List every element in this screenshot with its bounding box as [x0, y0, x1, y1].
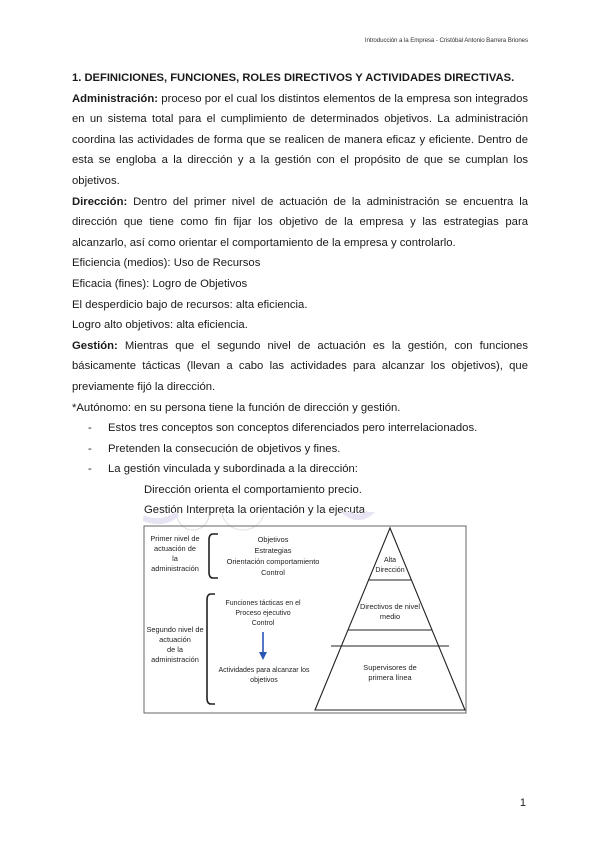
- text-administracion: proceso por el cual los distintos elementos de la empresa son integrados en un sistema total para el cumplimiento de determinados objetivos. La administración coordina las actividades de forma que se realicen de manera eficaz y eficiente. Dentro de esta se engloba a la dirección y a la gestión con el propósito de que se cumplan los objetivos.: [72, 92, 528, 187]
- middle-bottom-2: objetivos: [250, 677, 278, 684]
- document-body: [72, 68, 528, 521]
- paragraph-direccion: [72, 192, 528, 254]
- bullet-list: [72, 418, 528, 480]
- middle-bottom-1: Actividades para alcanzar los: [218, 667, 310, 674]
- paragraph-administracion: [72, 89, 528, 192]
- svg-text:Segundo nivel deactuaciónde la: [146, 625, 203, 664]
- middle-top-2: Estrategias: [254, 546, 292, 555]
- text-gestion: Mientras que el segundo nivel de actuación es la gestión, con funciones básicamente tácticas (llevan a cabo las actividades para alcanzar los objetivos), que previamente fijó la dirección.: [72, 339, 528, 393]
- line-eficacia: Eficacia (fines): Logro de Objetivos: [72, 277, 248, 290]
- middle-mid-1: Funciones tácticas en el: [225, 600, 301, 607]
- middle-top-4: Control: [261, 568, 285, 577]
- term-administracion: Administración:: [72, 92, 158, 105]
- indented-line: Dirección orienta el comportamiento precio.: [144, 483, 362, 496]
- middle-mid-2: Proceso ejecutivo: [235, 610, 291, 617]
- line-logro: Logro alto objetivos: alta eficiencia.: [72, 319, 248, 332]
- pyramid-top-2: Dirección: [375, 567, 405, 574]
- svg-text:Supervisores deprimera línea: [363, 663, 416, 682]
- label-primer-4: administración: [151, 564, 199, 573]
- label-primer-1: Primer nivel de: [150, 534, 200, 543]
- middle-mid-3: Control: [251, 620, 275, 627]
- section-title: 1. DEFINICIONES, FUNCIONES, ROLES DIRECTIVOS Y ACTIVIDADES DIRECTIVAS.: [72, 72, 515, 84]
- running-header: Introducción a la Empresa - Cristóbal Antonio Barrera Briones: [364, 37, 528, 44]
- svg-text:AltaDirección: [375, 557, 404, 574]
- management-levels-diagram: [143, 512, 467, 714]
- line-eficiencia: Eficiencia (medios): Uso de Recursos: [72, 257, 261, 270]
- text-direccion: Dentro del primer nivel de actuación de la administración se encuentra la dirección que tiene como fin fijar los objetivo de la empresa y las estrategias para alcanzarlo, así como orientar el comportamiento de la empresa y controlarlo.: [72, 195, 528, 249]
- svg-text:Funciones tácticas en elProces: [225, 600, 301, 627]
- decor-arc: [143, 514, 177, 521]
- svg-text:Primer nivel deactuación delaa: [150, 534, 199, 573]
- term-direccion: Dirección:: [72, 195, 128, 208]
- decor-circle: [221, 512, 265, 530]
- label-primer-2: actuación de: [154, 544, 196, 553]
- indented-line: Gestión Interpreta la orientación y la ejecuta.: [144, 504, 369, 517]
- middle-top-1: Objetivos: [257, 535, 289, 544]
- label-segundo-2: actuación: [159, 635, 191, 644]
- pyramid-top-1: Alta: [383, 557, 397, 564]
- bracket-primer: [209, 534, 218, 578]
- paragraph-gestion: [72, 336, 528, 398]
- bracket-segundo: [207, 594, 215, 704]
- list-item: - La gestión vinculada y subordinada a la dirección:: [86, 459, 528, 480]
- pyramid-bottom-2: primera línea: [368, 673, 412, 682]
- decor-circle: [177, 512, 209, 530]
- list-item: - Pretenden la consecución de objetivos y fines.: [86, 439, 528, 460]
- pyramid-mid-2: medio: [379, 612, 401, 621]
- decor-arc: [343, 512, 373, 517]
- term-gestion: Gestión:: [72, 339, 118, 352]
- label-segundo-4: administración: [151, 655, 199, 664]
- page-number: 1: [519, 797, 526, 809]
- line-desperdicio: El desperdicio bajo de recursos: alta eficiencia.: [72, 298, 308, 311]
- pyramid-bottom-1: Supervisores de: [363, 663, 417, 672]
- line-autonomo: *Autónomo: en su persona tiene la función de dirección y gestión.: [72, 401, 401, 414]
- pyramid-mid-1: Directivos de nivel: [360, 602, 420, 611]
- diagram-frame: [144, 526, 466, 713]
- svg-text:Actividades para alcanzar loso: [218, 667, 310, 684]
- label-segundo-1: Segundo nivel de: [146, 625, 204, 634]
- list-item: - Estos tres conceptos son conceptos diferenciados pero interrelacionados.: [86, 418, 528, 439]
- label-primer-3: la: [172, 554, 178, 563]
- middle-top-3: Orientación comportamiento: [226, 557, 320, 566]
- arrow-head: [259, 652, 267, 660]
- label-segundo-3: de la: [166, 645, 184, 654]
- svg-text:Directivos de nivelmedio: [360, 602, 420, 621]
- svg-text:ObjetivosEstrategiasOrientació: [227, 535, 320, 577]
